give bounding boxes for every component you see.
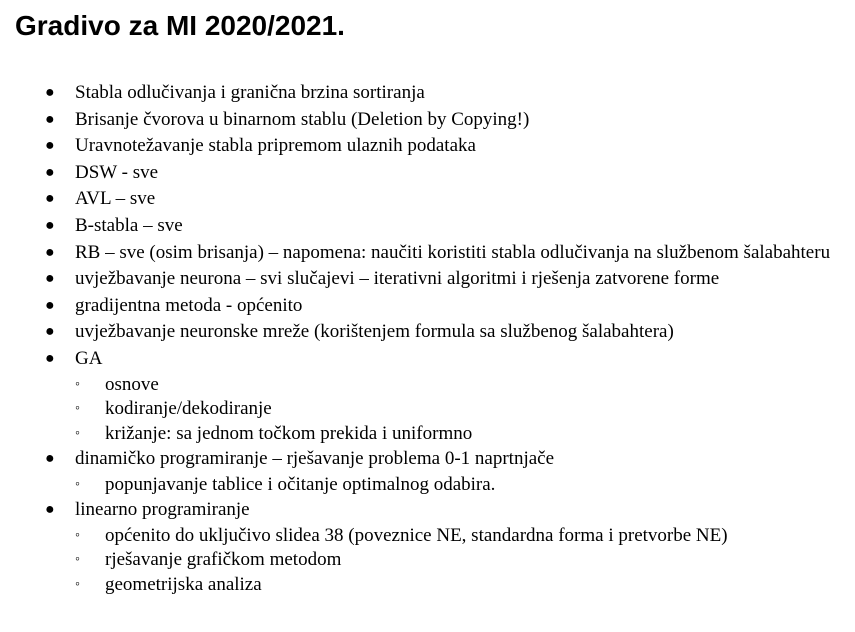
topic-text: Stabla odlučivanja i granična brzina sortiranja — [75, 82, 425, 103]
subtopic-list — [75, 524, 849, 598]
topic-text: GA — [75, 347, 103, 369]
sub-bullet-icon: ◦ — [75, 576, 80, 592]
topic-item — [0, 213, 855, 240]
sub-bullet-icon: ◦ — [75, 376, 80, 392]
subtopic-text: kodiranje/dekodiranje — [105, 398, 272, 420]
topic-text: Uravnotežavanje stabla pripremom ulaznih podataka — [75, 135, 476, 157]
subtopic-item — [75, 373, 849, 398]
bullet-icon: ● — [45, 110, 55, 128]
topic-text: linearno programiranje — [75, 499, 250, 521]
topic-item — [0, 319, 855, 346]
topic-item — [0, 107, 855, 134]
subtopic-text: rješavanje grafičkom metodom — [105, 549, 342, 571]
bullet-icon: ● — [45, 296, 55, 314]
bullet-icon: ● — [45, 163, 55, 181]
subtopic-text: općenito do uključivo slidea 38 (poveznice NE, standardna forma i pretvorbe NE) — [105, 524, 728, 546]
sub-bullet-icon: ◦ — [75, 401, 80, 417]
sub-bullet-icon: ◦ — [75, 552, 80, 568]
topic-text: gradijentna metoda - općenito — [75, 294, 303, 316]
topic-text: uvježbavanje neuronske mreže (korištenjem formula sa službenog šalabahtera) — [75, 321, 674, 343]
subtopic-item — [75, 573, 849, 598]
sub-bullet-icon: ◦ — [75, 476, 80, 492]
bullet-icon: ● — [45, 243, 55, 261]
bullet-icon: ● — [45, 349, 55, 367]
topic-text: RB – sve (osim brisanja) – napomena: naučiti koristiti stabla odlučivanja na službenom šalabahteru — [75, 241, 831, 263]
subtopic-list — [75, 473, 849, 498]
bullet-icon: ● — [45, 216, 55, 234]
topic-text: dinamičko programiranje – rješavanje problema 0-1 naprtnjače — [75, 448, 555, 470]
topic-item — [0, 293, 855, 320]
topic-item — [0, 497, 855, 597]
subtopic-text: križanje: sa jednom točkom prekida i uniformno — [105, 422, 473, 444]
sub-bullet-icon: ◦ — [75, 527, 80, 543]
bullet-icon: ● — [45, 501, 55, 519]
topic-text: DSW - sve — [75, 161, 159, 183]
topic-text: B-stabla – sve — [75, 214, 183, 236]
topic-item — [0, 446, 855, 497]
topic-item — [0, 346, 855, 446]
topic-text: AVL – sve — [75, 188, 156, 210]
subtopic-text: osnove — [105, 373, 159, 395]
topic-item — [0, 160, 855, 187]
subtopic-item — [75, 397, 849, 422]
topic-list — [0, 80, 855, 597]
subtopic-item — [75, 422, 849, 447]
topic-text: uvježbavanje neurona – svi slučajevi – iterativni algoritmi i rješenja zatvorene forme — [75, 268, 720, 290]
page-title: Gradivo za MI 2020/2021. — [15, 10, 345, 41]
subtopic-list — [75, 373, 849, 447]
topic-item — [0, 133, 855, 160]
topic-item — [0, 240, 855, 267]
topic-item — [0, 80, 855, 107]
bullet-icon: ● — [45, 137, 55, 155]
subtopic-item — [75, 473, 849, 498]
bullet-icon: ● — [45, 84, 55, 101]
topic-text: Brisanje čvorova u binarnom stablu (Deletion by Copying!) — [75, 108, 530, 130]
bullet-icon: ● — [45, 323, 55, 341]
bullet-icon: ● — [45, 190, 55, 208]
subtopic-item — [75, 548, 849, 573]
topic-item — [0, 266, 855, 293]
subtopic-text: geometrijska analiza — [105, 573, 262, 595]
sub-bullet-icon: ◦ — [75, 425, 80, 441]
subtopic-item — [75, 524, 849, 549]
bullet-icon: ● — [45, 450, 55, 468]
bullet-icon: ● — [45, 270, 55, 288]
subtopic-text: popunjavanje tablice i očitanje optimalnog odabira. — [105, 473, 496, 495]
topic-item — [0, 186, 855, 213]
